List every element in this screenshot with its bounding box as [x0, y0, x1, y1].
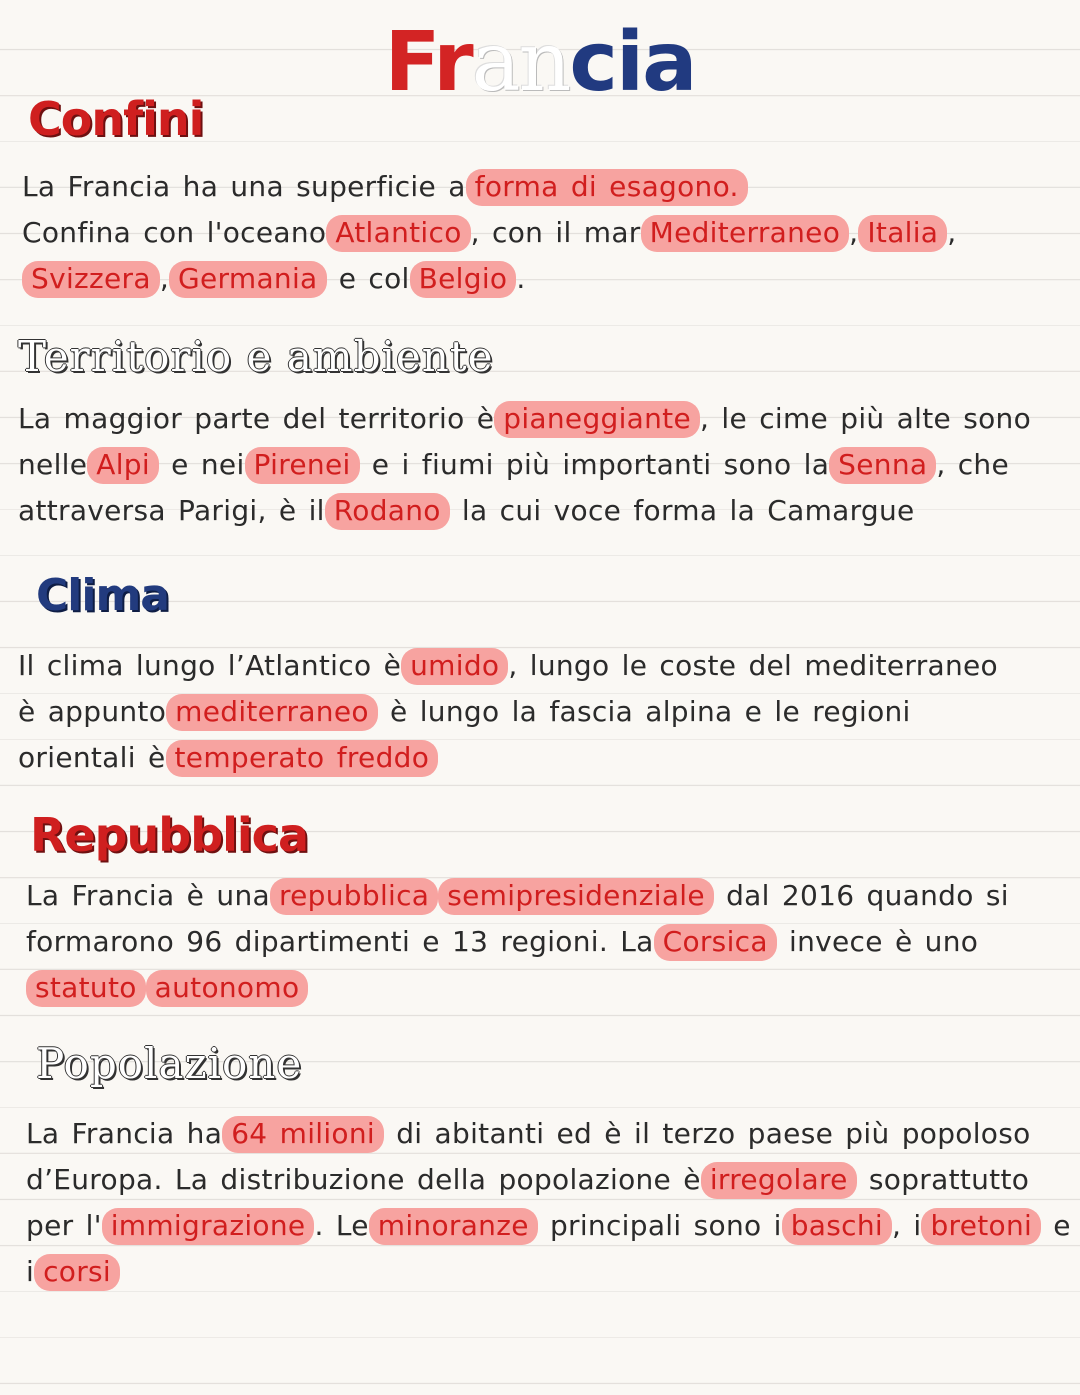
text-segment: attraversa Parigi, è il	[18, 494, 325, 527]
text-segment: . Le	[314, 1209, 369, 1242]
text-segment: principali sono i	[537, 1209, 782, 1242]
highlighted-term: Corsica	[654, 924, 777, 961]
heading-repubblica: Repubblica	[30, 808, 308, 862]
title-part-red: Fr	[384, 15, 472, 110]
text-segment: ,	[947, 216, 957, 249]
text-line	[26, 873, 1066, 919]
text-line	[18, 488, 1058, 534]
text-line	[18, 643, 1058, 689]
highlighted-term: statuto	[26, 970, 146, 1007]
text-line	[22, 256, 1062, 302]
text-line	[22, 210, 1062, 256]
text-line	[26, 1203, 1071, 1249]
text-segment: e	[1041, 1209, 1071, 1242]
highlighted-term: Alpi	[87, 447, 159, 484]
text-segment: , i	[891, 1209, 922, 1242]
highlighted-term: umido	[401, 648, 508, 685]
highlighted-term: Belgio	[410, 261, 517, 298]
highlighted-term: 64 milioni	[222, 1116, 384, 1153]
text-segment: ,	[849, 216, 859, 249]
highlighted-term: minoranze	[369, 1208, 538, 1245]
text-line	[18, 442, 1058, 488]
highlighted-term: Svizzera	[22, 261, 160, 298]
highlighted-term: forma di esagono.	[466, 169, 748, 206]
highlighted-term: autonomo	[146, 970, 309, 1007]
highlighted-term: Rodano	[325, 493, 450, 530]
highlighted-term: Atlantico	[326, 215, 470, 252]
highlighted-term: temperato freddo	[166, 740, 439, 777]
text-segment: i	[26, 1255, 35, 1288]
text-segment: e nei	[158, 448, 245, 481]
highlighted-term: Mediterraneo	[641, 215, 850, 252]
highlighted-term: Germania	[169, 261, 326, 298]
highlighted-term: pianeggiante	[494, 401, 700, 438]
text-segment: ,	[159, 262, 170, 295]
text-segment: La Francia è una	[26, 879, 270, 912]
text-segment: .	[516, 262, 526, 295]
heading-territorio: Territorio e ambiente	[18, 332, 494, 381]
text-line	[26, 965, 1066, 1011]
highlighted-term: bretoni	[921, 1208, 1041, 1245]
paragraph-repubblica	[26, 873, 1066, 1011]
highlighted-term: repubblica	[270, 878, 438, 915]
highlighted-term: Senna	[829, 447, 936, 484]
text-segment: La maggior parte del territorio è	[18, 402, 495, 435]
text-segment: formarono 96 dipartimenti e 13 regioni. La	[26, 925, 654, 958]
text-line	[18, 689, 1058, 735]
text-segment: La Francia ha una superficie a	[22, 170, 466, 203]
highlighted-term: mediterraneo	[166, 694, 378, 731]
text-line	[18, 396, 1058, 442]
heading-confini: Confini	[28, 92, 204, 146]
text-segment: Confina con l'oceano	[22, 216, 327, 249]
text-line	[22, 164, 1062, 210]
text-segment: , lungo le coste del mediterraneo	[508, 649, 998, 682]
highlighted-term: irregolare	[701, 1162, 857, 1199]
text-segment: d’Europa. La distribuzione della popolazione è	[26, 1163, 701, 1196]
text-line	[26, 1111, 1066, 1157]
highlighted-term: immigrazione	[102, 1208, 315, 1245]
text-segment: Il clima lungo l’Atlantico è	[18, 649, 402, 682]
text-segment: e col	[326, 262, 410, 295]
paragraph-territorio	[18, 396, 1058, 534]
text-segment: e i fiumi più importanti sono la	[359, 448, 830, 481]
title-part-white: an	[471, 15, 570, 110]
text-segment: orientali è	[18, 741, 166, 774]
text-segment: nelle	[18, 448, 88, 481]
text-segment: è appunto	[18, 695, 167, 728]
highlighted-term: corsi	[34, 1254, 120, 1291]
title-part-blue: cia	[569, 15, 696, 110]
text-segment: invece è uno	[776, 925, 979, 958]
paragraph-popolazione	[26, 1111, 1071, 1295]
highlighted-term: Pirenei	[245, 447, 360, 484]
text-segment: , che	[936, 448, 1009, 481]
text-segment: soprattutto	[856, 1163, 1030, 1196]
text-line	[26, 919, 1066, 965]
text-segment: dal 2016 quando si	[713, 879, 1009, 912]
paragraph-confini	[22, 164, 1062, 302]
text-line	[26, 1157, 1066, 1203]
paragraph-clima	[18, 643, 1058, 781]
text-segment: è lungo la fascia alpina e le regioni	[377, 695, 911, 728]
text-segment: di abitanti ed è il terzo paese più popoloso	[384, 1117, 1031, 1150]
heading-clima: Clima	[36, 570, 169, 621]
text-segment: la cui voce forma la Camargue	[449, 494, 915, 527]
text-line	[18, 735, 1058, 781]
text-segment: , le cime più alte sono	[700, 402, 1032, 435]
text-line	[26, 1249, 1066, 1295]
text-segment: , con il mar	[470, 216, 641, 249]
text-segment: per l'	[26, 1209, 102, 1242]
highlighted-term: baschi	[782, 1208, 892, 1245]
highlighted-term: Italia	[858, 215, 947, 252]
heading-popolazione: Popolazione	[36, 1039, 303, 1088]
text-segment: La Francia ha	[26, 1117, 223, 1150]
highlighted-term: semipresidenziale	[438, 878, 714, 915]
